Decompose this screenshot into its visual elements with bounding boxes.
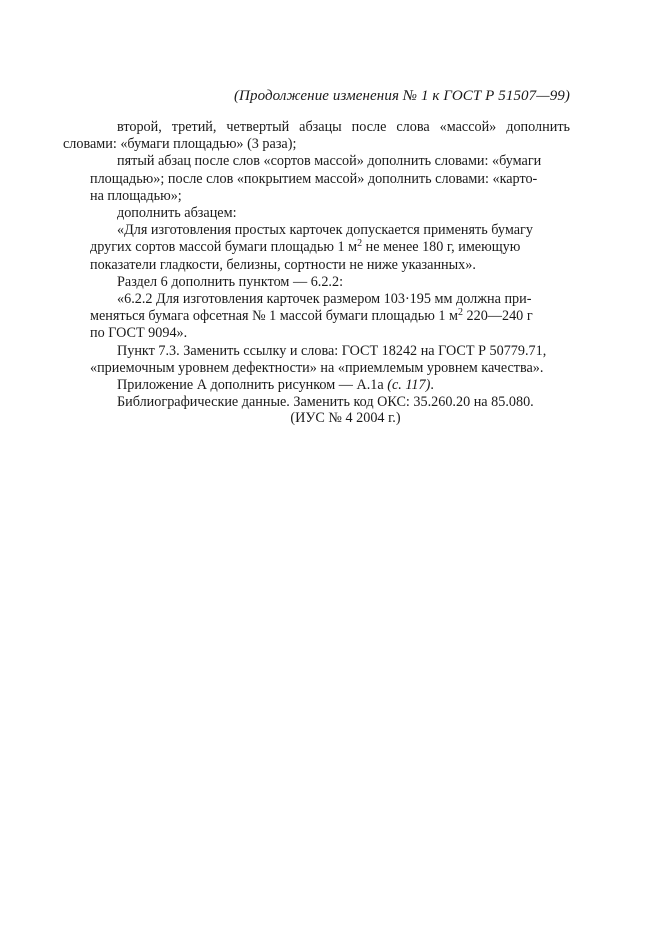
paragraph-2 [90,153,570,205]
p7-line1: Пункт 7.3. Заменить ссылку и слова: ГОСТ 18242 на ГОСТ Р 50779.71, [117,342,547,359]
p1-line2: словами: «бумаги площадью» (3 раза); [63,136,297,153]
paragraph-5 [90,274,570,291]
paragraph-1 [63,119,570,153]
p9-line1: Библиографические данные. Заменить код ОКС: 35.260.20 на 85.080. [117,394,534,411]
p4-line3: показатели гладкости, белизны, сортности не ниже указанных». [90,256,476,273]
p6-line2 [63,308,533,325]
p4-line1: «Для изготовления простых карточек допускается применять бумагу [117,222,533,239]
continuation-header: (Продолжение изменения № 1 к ГОСТ Р 51507—99) [233,88,570,104]
p6-superscript: 2 [457,307,463,319]
p6-line2-after: 220—240 г [462,308,533,325]
amendment-body [63,119,570,411]
p1-line1: второй, третий, четвертый абзацы после слова «массой» дополнить [117,119,570,135]
p6-line3: по ГОСТ 9094». [90,325,188,342]
p2-line3: на площадью»; [90,187,182,204]
p2-line2: площадью»; после слов «покрытием массой» дополнить словами: «карто- [90,170,538,187]
p7-line2: «приемочным уровнем дефектности» на «приемлемым уровнем качества». [90,359,544,376]
paragraph-6-quote [90,291,570,343]
p8-page-ref: (с. 117) [387,377,431,394]
p4-superscript: 2 [357,238,363,250]
p6-line1: «6.2.2 Для изготовления карточек размером 103·195 мм должна при- [117,291,532,308]
p4-line2 [63,239,520,256]
p4-line2-after: не менее 180 г, имеющую [362,239,521,256]
paragraph-8 [90,377,570,394]
p3-line1: дополнить абзацем: [117,205,237,222]
p4-line2-before: других сортов массой бумаги площадью 1 м [90,239,358,256]
p2-line1: пятый абзац после слов «сортов массой» дополнить словами: «бумаги [117,153,542,170]
paragraph-7 [90,343,570,377]
paragraph-9 [90,394,570,411]
paragraph-3 [90,205,570,222]
p8-text-after: . [430,377,434,394]
p6-line2-before: меняться бумага офсетная № 1 массой бумаги площадью 1 м [90,308,458,325]
p5-line1: Раздел 6 дополнить пунктом — 6.2.2: [117,273,344,290]
ius-reference: (ИУС № 4 2004 г.) [290,410,401,426]
paragraph-4-quote [90,222,570,274]
p8-text-before: Приложение А дополнить рисунком — А.1а [117,377,388,394]
